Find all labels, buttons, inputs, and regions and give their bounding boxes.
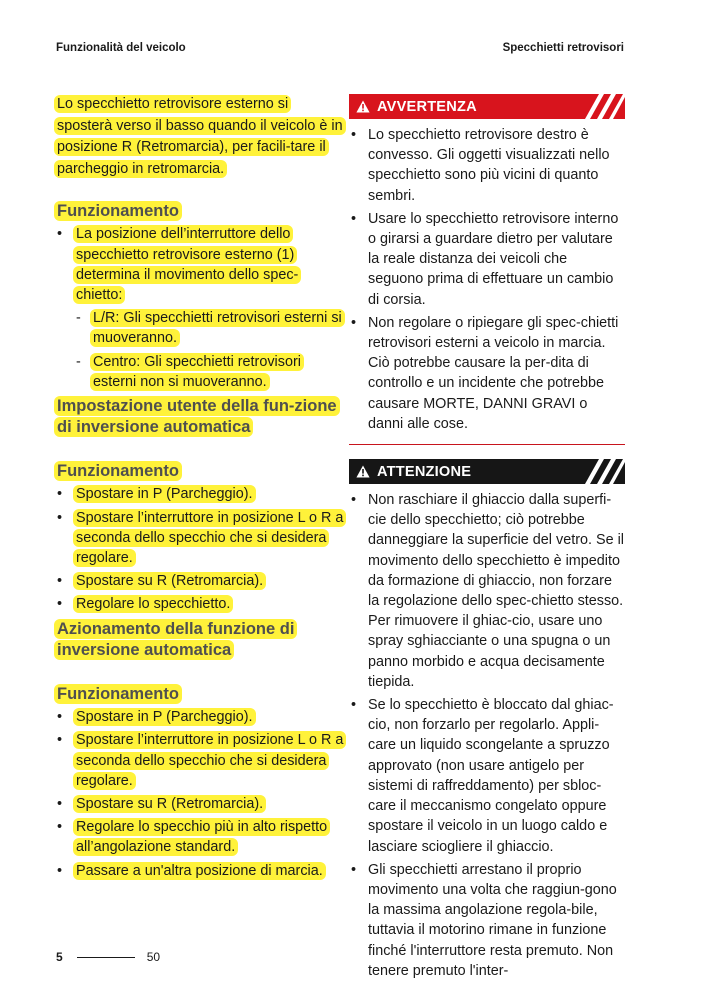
warning-item: • Lo specchietto retrovisore destro è convesso. Gli oggetti visualizzati nello specchietto sono più vicini di quanto sembri.: [349, 125, 625, 206]
right-column: [349, 94, 625, 984]
list-funzionamento-1: [54, 224, 344, 392]
list-item: • Regolare lo specchietto.: [54, 594, 344, 614]
warning-banner: [349, 94, 625, 119]
left-column: [54, 94, 344, 884]
list-item: • Spostare l’interruttore in posizione L o R a seconda dello specchio che si desidera regolare.: [54, 730, 344, 791]
list-item: • La posizione dell’interruttore dello specchietto retrovisore esterno (1) determina il movimento dello spec-chietto: - L/R: Gli specchietti retrovisori esterni si muoveranno. - Centro: Gli specchietti retrovisori esterni non si muoveranno.: [54, 224, 344, 392]
section-heading-impostazione: Impostazione utente della fun-zione di inversione automatica: [54, 396, 344, 439]
page-footer: [56, 950, 160, 964]
section-heading-funzionamento-2: Funzionamento: [54, 461, 344, 483]
section-heading-funzionamento-1: Funzionamento: [54, 201, 344, 223]
warning-list: [349, 125, 625, 434]
running-header-right: Specchietti retrovisori: [502, 42, 624, 54]
list-item: • Spostare in P (Parcheggio).: [54, 484, 344, 504]
caution-triangle-icon: [349, 465, 377, 478]
caution-list: [349, 490, 625, 981]
page-number: 50: [146, 950, 161, 964]
intro-paragraph: Lo specchietto retrovisore esterno si sposterà verso il basso quando il veicolo è in posizione R (Retromarcia), per facili-tare il parcheggio in retromarcia.: [54, 94, 344, 181]
footer-rule: [77, 957, 135, 958]
sub-list: [73, 308, 344, 392]
list-item: • Passare a un'altra posizione di marcia.: [54, 861, 344, 881]
caution-title: ATTENZIONE: [377, 463, 472, 480]
section-heading-azionamento: Azionamento della funzione di inversione automatica: [54, 619, 344, 662]
stripes-icon: [577, 94, 625, 119]
chapter-number: 5: [56, 950, 63, 964]
sub-list-item: - L/R: Gli specchietti retrovisori esterni si muoveranno.: [73, 308, 344, 348]
list-funzionamento-3: [54, 707, 344, 881]
warning-triangle-icon: [349, 100, 377, 113]
list-item: • Spostare l’interruttore in posizione L o R a seconda dello specchio che si desidera regolare.: [54, 508, 344, 569]
stripes-icon: [577, 459, 625, 484]
list-item: • Spostare su R (Retromarcia).: [54, 571, 344, 591]
list-funzionamento-2: [54, 484, 344, 614]
running-header-left: Funzionalità del veicolo: [56, 42, 186, 54]
list-item: • Spostare in P (Parcheggio).: [54, 707, 344, 727]
warning-item: • Usare lo specchietto retrovisore interno o girarsi a guardare dietro per valutare la reale distanza dei veicoli che seguono prima di effettuare un cambio di corsia.: [349, 209, 625, 310]
list-item: • Spostare su R (Retromarcia).: [54, 794, 344, 814]
caution-item: • Non raschiare il ghiaccio dalla superfi-cie dello specchietto; ciò potrebbe danneggiare la superficie del vetro. Se il movimento dello specchietto è impedito da formazione di ghiaccio, non forzare la regolazione dello spec-chietto stesso. Per rimuovere il ghiac-cio, usare uno spray sghiacciante o una spugna o un panno morbido e acqua decisamente tiepida.: [349, 490, 625, 692]
sub-list-item: - Centro: Gli specchietti retrovisori esterni non si muoveranno.: [73, 352, 344, 392]
list-item: • Regolare lo specchio più in alto rispetto all’angolazione standard.: [54, 817, 344, 857]
caution-item: • Se lo specchietto è bloccato dal ghiac-cio, non forzarlo per regolarlo. Appli-care un liquido scongelante a spruzzo approvato (non usare antigelo per sistemi di raffreddamento) per sbloc-care il meccanismo congelato oppure spostare il veicolo in un luogo caldo e lasciare sciogliere il ghiaccio.: [349, 695, 625, 857]
caution-item: • Gli specchietti arrestano il proprio movimento una volta che raggiun-gono la massima angolazione regola-bile, tuttavia il motorino rimane in funzione finché l'interruttore resta premuto. Non tenere premuto l'inter-: [349, 860, 625, 981]
warning-title: AVVERTENZA: [377, 98, 477, 115]
warning-item: • Non regolare o ripiegare gli spec-chietti retrovisori esterni a veicolo in marcia. Ciò potrebbe causare la per-dita di controllo e un incidente che potrebbe causare MORTE, DANNI GRAVI o danni alle cose.: [349, 313, 625, 434]
section-heading-funzionamento-3: Funzionamento: [54, 684, 344, 706]
caution-banner: [349, 459, 625, 484]
